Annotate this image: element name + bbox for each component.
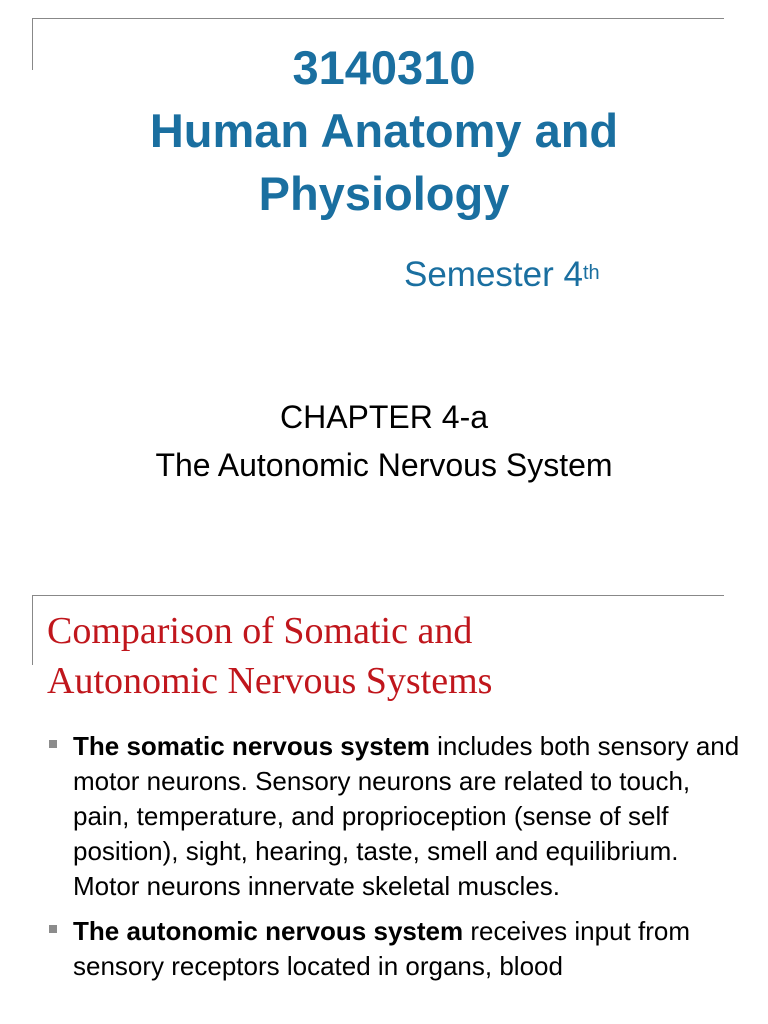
bullet-text: receives input from sensory receptors located in organs, blood [73, 916, 690, 981]
bullet-list [48, 729, 748, 994]
bullet-text: includes both sensory and motor neurons. Sensory neurons are related to touch, pain, temperature, and proprioception (sense of self position), sight, hearing, taste, smell and equilibrium. Motor neurons innervate skeletal muscles. [73, 731, 740, 901]
slide-heading-line2: Autonomic Nervous Systems [47, 660, 493, 702]
bullet-item [48, 914, 748, 984]
slide-frame-top-line [32, 595, 724, 596]
course-title [0, 36, 768, 225]
bullet-item [48, 729, 748, 904]
square-bullet-icon [49, 740, 57, 748]
content-slide [0, 560, 768, 1024]
bullet-bold-term: The autonomic nervous system [73, 916, 464, 946]
square-bullet-icon [49, 925, 57, 933]
slide-frame-left-line [32, 595, 33, 665]
chapter-title: The Autonomic Nervous System [155, 447, 613, 483]
course-name-line1: Human Anatomy and [149, 104, 619, 157]
slide-heading-line1: Comparison of Somatic and [47, 610, 473, 652]
semester [404, 254, 600, 296]
slide-heading [47, 606, 727, 706]
bullet-bold-term: The somatic nervous system [73, 731, 430, 761]
course-name-line2: Physiology [258, 167, 510, 220]
semester-text: Semester 4 [404, 255, 583, 294]
semester-suffix: th [582, 262, 600, 284]
course-code: 3140310 [292, 41, 476, 94]
slide-frame-top-line [32, 18, 724, 19]
chapter-label: CHAPTER 4-a [279, 399, 489, 435]
